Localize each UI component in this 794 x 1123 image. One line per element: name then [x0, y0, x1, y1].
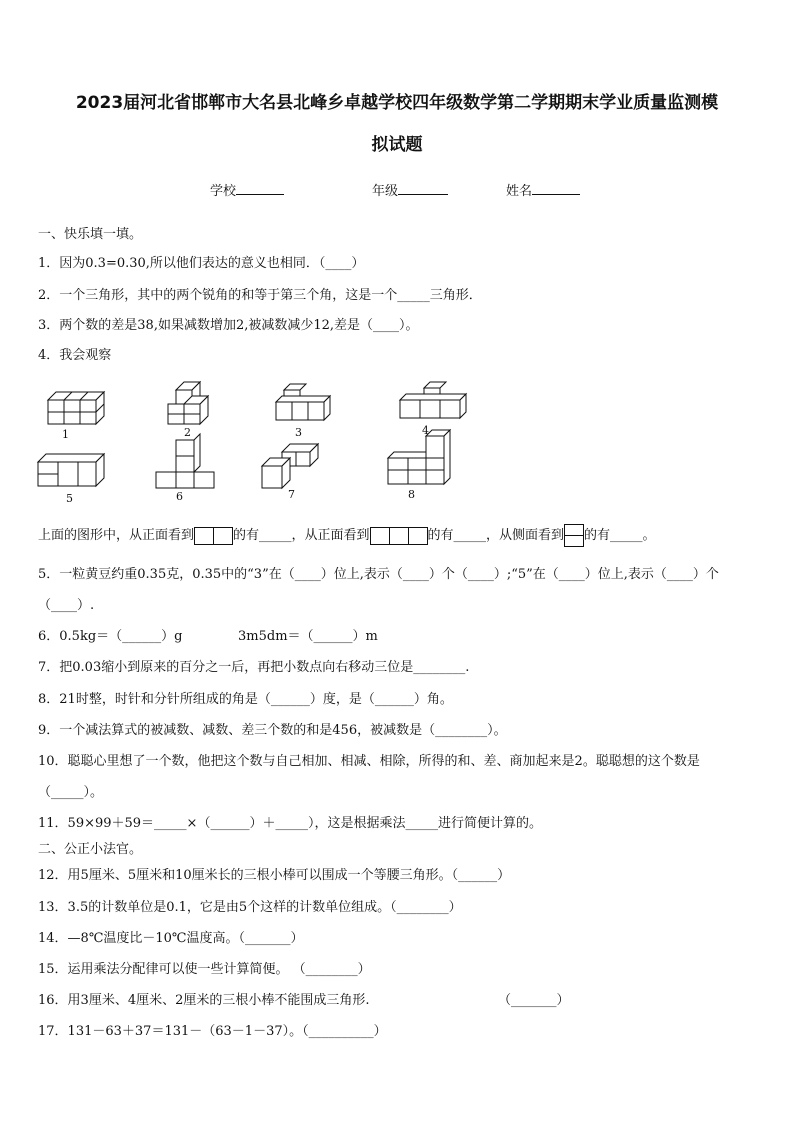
grade-blank[interactable] — [398, 182, 448, 195]
question-10-line2: （_____）。 — [38, 785, 104, 800]
school-blank[interactable] — [236, 182, 284, 195]
cube-figure-4 — [400, 382, 466, 418]
front-view-2-icon — [194, 527, 233, 545]
doc-title-line1: 2023届河北省邯郸市大名县北峰乡卓越学校四年级数学第二学期期末学业质量监测模 — [75, 93, 719, 113]
question-6a: 6．0.5kg＝（______）g — [38, 629, 183, 644]
info-school — [210, 180, 284, 199]
doc-title-line2: 拟试题 — [371, 135, 423, 155]
question-12: 12．用5厘米、5厘米和10厘米长的三根小棒可以围成一个等腰三角形。（______） — [38, 868, 511, 883]
cube-figure-8 — [388, 430, 450, 484]
q4-text-c: 的有_____，从侧面看到 — [427, 528, 565, 543]
question-13: 13．3.5的计数单位是0.1，它是由5个这样的计数单位组成。（________） — [38, 900, 462, 915]
section-title-2: 二、公正小法官。 — [38, 842, 143, 857]
question-17: 17．131－63＋37＝131－（63－1－37）。（__________） — [38, 1024, 387, 1039]
front-view-3-icon — [370, 527, 428, 545]
info-grade-label: 年级 — [372, 184, 399, 199]
side-view-2-icon — [564, 524, 584, 547]
cube-figure-3 — [276, 384, 330, 420]
q4-text-b: 的有_____，从正面看到 — [233, 528, 370, 543]
info-name-label: 姓名 — [506, 184, 533, 199]
figure-label-1: 1 — [62, 428, 69, 441]
question-4: 4．我会观察 — [38, 348, 112, 363]
question-6b: 3m5dm＝（______）m — [238, 629, 378, 644]
question-11: 11．59×99＋59＝_____×（______）＋_____），这是根据乘法_____进行简便计算的。 — [38, 816, 542, 831]
cube-figures — [30, 378, 490, 508]
figure-label-5: 5 — [66, 492, 73, 505]
question-10-line1: 10．聪聪心里想了一个数，他把这个数与自己相加、相减、相除，所得的和、差、商加起来是2。聪聪想的这个数是 — [38, 754, 700, 769]
question-5-line1: 5．一粒黄豆约重0.35克，0.35中的“3”在（____）位上,表示（____）个（____）;“5”在（____）位上,表示（____）个 — [38, 567, 719, 582]
cube-figure-2 — [168, 382, 208, 424]
cube-figure-7 — [262, 444, 318, 488]
question-15: 15．运用乘法分配律可以使一些计算简便。 （________） — [38, 962, 371, 977]
question-7: 7．把0.03缩小到原来的百分之一后，再把小数点向右移动三位是________. — [38, 660, 470, 675]
question-5-line2: （____）. — [38, 598, 95, 613]
figure-label-8: 8 — [408, 488, 415, 501]
question-16: 16．用3厘米、4厘米、2厘米的三根小棒不能围成三角形. — [38, 993, 370, 1008]
question-8: 8．21时整，时针和分针所组成的角是（______）度，是（______）角。 — [38, 692, 453, 707]
figure-label-7: 7 — [288, 488, 295, 501]
cube-figure-1 — [48, 392, 104, 424]
info-grade — [372, 180, 448, 199]
figure-label-3: 3 — [295, 426, 302, 439]
q4-text-a: 上面的图形中，从正面看到 — [38, 528, 195, 543]
figure-label-6: 6 — [176, 490, 183, 503]
question-2: 2．一个三角形，其中的两个锐角的和等于第三个角，这是一个_____三角形． — [38, 288, 482, 303]
figure-label-2: 2 — [184, 426, 191, 439]
question-9: 9．一个减法算式的被减数、减数、差三个数的和是456，被减数是（________）。 — [38, 723, 507, 738]
figure-label-4: 4 — [422, 424, 429, 437]
question-4-views — [38, 524, 656, 547]
info-name — [506, 180, 580, 199]
question-3: 3．两个数的差是38,如果减数增加2,被减数减少12,差是（____）。 — [38, 318, 419, 333]
section-title-1: 一、快乐填一填。 — [38, 227, 143, 242]
cube-figure-6 — [156, 434, 214, 488]
info-school-label: 学校 — [210, 184, 237, 199]
name-blank[interactable] — [532, 182, 580, 195]
question-16-answer: （_______） — [498, 993, 570, 1008]
question-1: 1．因为0.3=0.30,所以他们表达的意义也相同．（____） — [38, 256, 365, 271]
question-14: 14．—8℃温度比－10℃温度高。（_______） — [38, 931, 304, 946]
q4-text-d: 的有_____。 — [584, 528, 656, 543]
cube-figure-5 — [38, 454, 104, 486]
